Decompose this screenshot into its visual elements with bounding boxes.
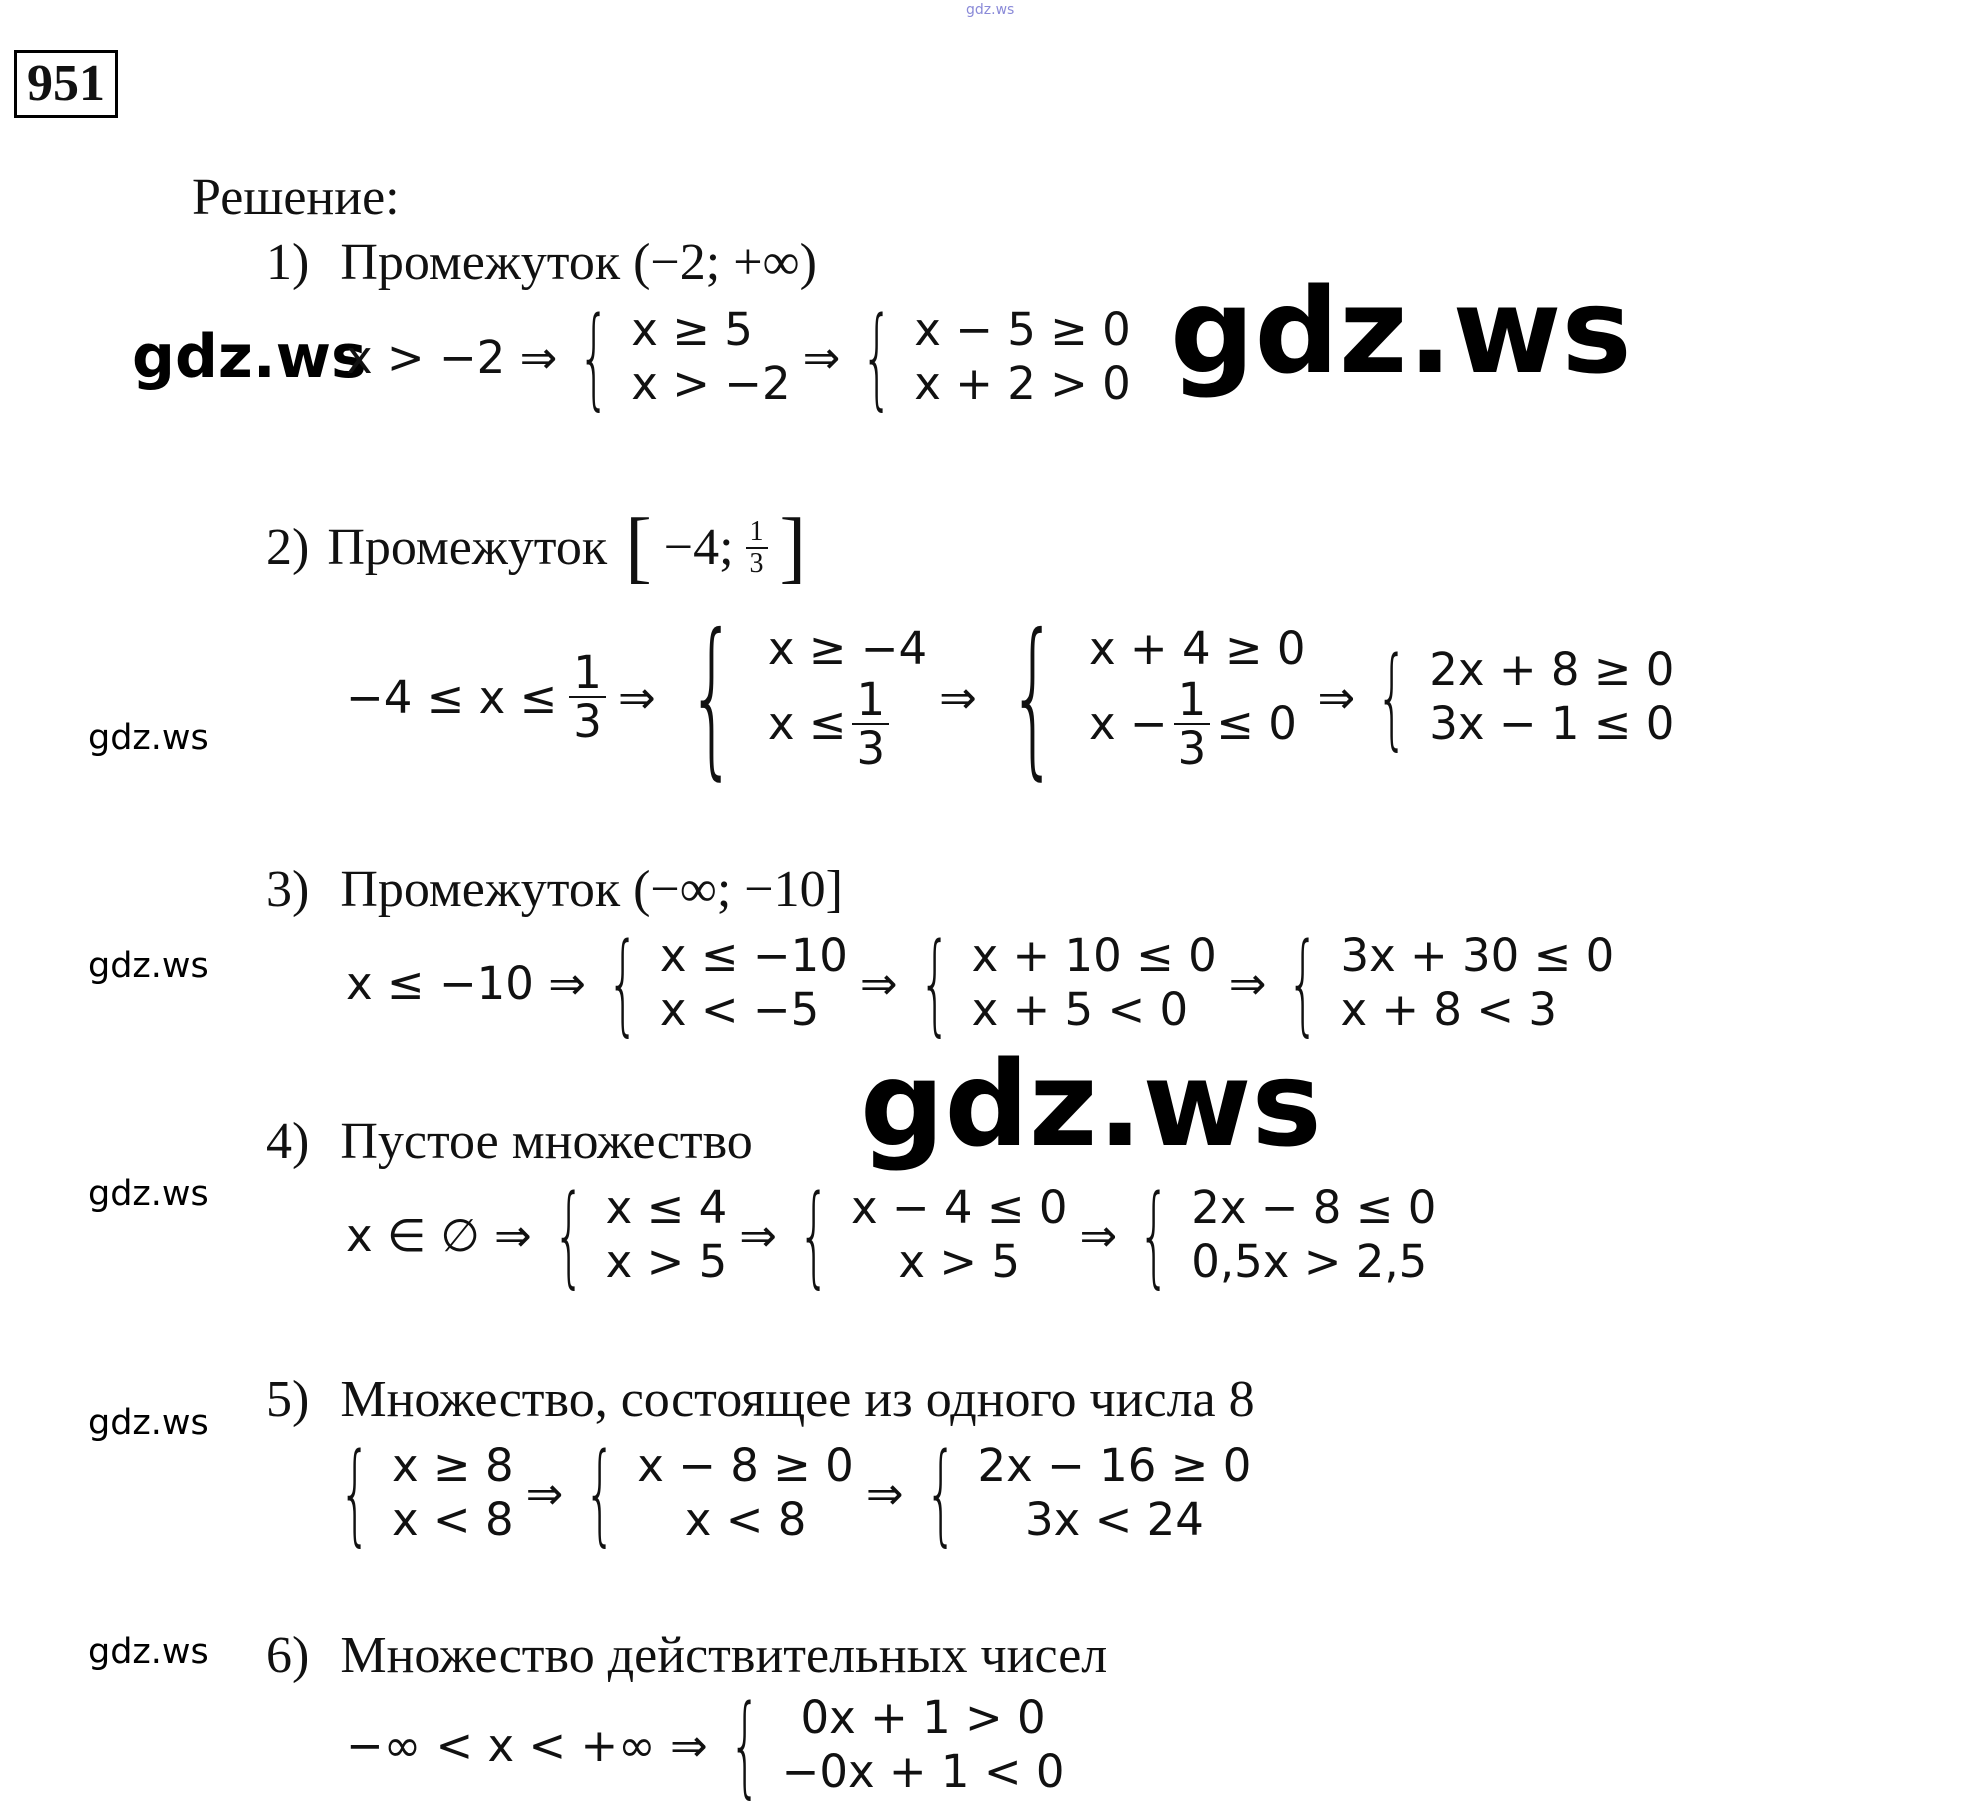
system-row: x − bbox=[1089, 697, 1168, 750]
item-4-condition: x ∈ ∅ ⇒ bbox=[346, 1208, 532, 1262]
item-2-title-fraction bbox=[746, 517, 768, 578]
item-6-math bbox=[346, 1681, 1065, 1809]
item-5-system-2 bbox=[637, 1439, 854, 1547]
item-5-title: Множество, состоящее из одного числа 8 bbox=[340, 1371, 1255, 1428]
system-row: x ≥ 5 bbox=[631, 303, 753, 356]
item-2-heading bbox=[266, 502, 806, 593]
arrow: ⇒ bbox=[859, 956, 898, 1010]
arrow: ⇒ bbox=[739, 1208, 777, 1262]
item-6-title: Множество действительных чисел bbox=[340, 1627, 1108, 1684]
item-3-brace-3: { bbox=[1287, 919, 1320, 1047]
item-3-math bbox=[346, 919, 1615, 1047]
item-3-condition: x ≤ −10 ⇒ bbox=[346, 956, 586, 1010]
item-3-title: Промежуток (−∞; −10] bbox=[340, 861, 843, 918]
item-1-brace-2: { bbox=[861, 293, 894, 421]
system-row: 0x + 1 > 0 bbox=[800, 1691, 1046, 1744]
fraction bbox=[1174, 672, 1211, 775]
solution-label: Решение: bbox=[192, 169, 400, 226]
item-5-label: 5) bbox=[266, 1371, 310, 1428]
fraction-numerator: 1 bbox=[569, 649, 606, 698]
system-row: x ≤ −10 bbox=[659, 929, 848, 982]
item-1-brace-1: { bbox=[578, 293, 611, 421]
system-row: x ≤ bbox=[767, 697, 847, 750]
item-4-label: 4) bbox=[266, 1113, 310, 1170]
system-row: x + 10 ≤ 0 bbox=[971, 929, 1217, 982]
item-3-system-2 bbox=[972, 929, 1217, 1037]
fraction-denominator: 3 bbox=[856, 722, 886, 775]
item-2-label: 2) bbox=[266, 519, 310, 576]
system-row: x + 8 < 3 bbox=[1340, 983, 1557, 1036]
watermark-small-1: gdz.ws bbox=[132, 322, 367, 392]
fraction-denominator: 3 bbox=[749, 547, 764, 579]
item-5-brace-1: { bbox=[339, 1429, 371, 1557]
system-row: x − 8 ≥ 0 bbox=[637, 1439, 854, 1492]
item-5-heading bbox=[266, 1370, 1255, 1429]
system-row: 2x − 16 ≥ 0 bbox=[977, 1439, 1252, 1492]
fraction-numerator: 1 bbox=[1174, 676, 1211, 725]
item-4-brace-1: { bbox=[552, 1171, 585, 1299]
item-2-condition: −4 ≤ x ≤ bbox=[346, 670, 558, 724]
problem-number: 951 bbox=[14, 50, 118, 118]
item-4-system-2 bbox=[851, 1181, 1068, 1289]
item-6-brace-1: { bbox=[728, 1681, 761, 1809]
item-2-math bbox=[346, 598, 1675, 796]
item-4-system-1 bbox=[606, 1181, 728, 1289]
system-row: −0x + 1 < 0 bbox=[781, 1745, 1065, 1798]
item-1-label: 1) bbox=[266, 234, 310, 291]
item-1-condition: x > −2 ⇒ bbox=[346, 330, 558, 384]
fraction-numerator: 1 bbox=[852, 676, 889, 725]
item-2-interval-left: −4; bbox=[663, 519, 734, 576]
system-row: x − 4 ≤ 0 bbox=[850, 1181, 1068, 1234]
item-2-system-2 bbox=[1089, 622, 1306, 773]
item-1-math bbox=[346, 293, 1131, 421]
system-row: x + 4 ≥ 0 bbox=[1089, 621, 1306, 675]
item-4-math bbox=[346, 1171, 1437, 1299]
item-4-title: Пустое множество bbox=[340, 1113, 753, 1170]
item-6-heading bbox=[266, 1626, 1107, 1685]
item-2-brace-1: { bbox=[687, 598, 737, 796]
item-3-system-1 bbox=[660, 929, 848, 1037]
item-3-label: 3) bbox=[266, 861, 310, 918]
item-4-heading bbox=[266, 1112, 753, 1171]
system-row: x + 2 > 0 bbox=[914, 357, 1131, 410]
arrow: ⇒ bbox=[1079, 1208, 1118, 1262]
item-6-label: 6) bbox=[266, 1627, 310, 1684]
item-3-heading bbox=[266, 860, 843, 919]
arrow: ⇒ bbox=[865, 1466, 904, 1520]
watermark-small-5: gdz.ws bbox=[88, 1403, 209, 1443]
item-4-brace-3: { bbox=[1138, 1171, 1170, 1299]
arrow: ⇒ bbox=[617, 670, 656, 724]
item-6-condition: −∞ < x < +∞ ⇒ bbox=[346, 1718, 708, 1772]
item-2-close-bracket: ] bbox=[779, 503, 807, 591]
item-5-system-3 bbox=[978, 1439, 1252, 1547]
watermark-small-6: gdz.ws bbox=[88, 1632, 209, 1672]
watermark-small-4: gdz.ws bbox=[88, 1174, 209, 1214]
item-2-brace-2: { bbox=[1008, 598, 1058, 796]
system-row: x ≤ 4 bbox=[605, 1181, 728, 1234]
fraction bbox=[852, 672, 889, 775]
item-4-system-3 bbox=[1191, 1181, 1436, 1289]
item-1-system-1 bbox=[631, 303, 790, 411]
item-4-brace-2: { bbox=[798, 1171, 830, 1299]
watermark-big-2: gdz.ws bbox=[860, 1035, 1322, 1173]
fraction-denominator: 3 bbox=[1177, 722, 1207, 775]
system-row: x + 5 < 0 bbox=[971, 983, 1189, 1036]
arrow: ⇒ bbox=[1228, 956, 1267, 1010]
fraction-denominator: 3 bbox=[573, 695, 602, 748]
item-2-open-bracket: [ bbox=[625, 503, 652, 591]
item-3-brace-2: { bbox=[918, 919, 951, 1047]
item-5-system-1 bbox=[392, 1439, 514, 1547]
system-row: x ≥ −4 bbox=[767, 621, 928, 675]
arrow: ⇒ bbox=[1317, 670, 1356, 724]
arrow: ⇒ bbox=[802, 330, 841, 384]
system-row: 2x + 8 ≥ 0 bbox=[1429, 643, 1675, 696]
system-row: 3x − 1 ≤ 0 bbox=[1429, 697, 1675, 750]
system-row: x < 8 bbox=[684, 1493, 807, 1546]
system-row: ≤ 0 bbox=[1216, 697, 1297, 750]
system-row: 3x < 24 bbox=[1025, 1493, 1204, 1546]
item-2-system-3 bbox=[1429, 643, 1674, 751]
item-1-heading bbox=[266, 233, 817, 292]
item-1-system-2 bbox=[914, 303, 1131, 411]
item-6-system-1 bbox=[782, 1691, 1065, 1799]
system-row: x < 8 bbox=[392, 1493, 514, 1546]
system-row: x < −5 bbox=[659, 983, 820, 1036]
item-5-brace-2: { bbox=[584, 1429, 617, 1557]
arrow: ⇒ bbox=[939, 670, 977, 724]
system-row: 0,5x > 2,5 bbox=[1191, 1235, 1428, 1288]
fraction bbox=[569, 645, 606, 748]
watermark-small-3: gdz.ws bbox=[88, 946, 209, 986]
item-5-math bbox=[330, 1429, 1252, 1557]
watermark-big-1: gdz.ws bbox=[1170, 262, 1632, 400]
system-row: x > −2 bbox=[631, 357, 791, 410]
fraction-numerator: 1 bbox=[746, 517, 768, 548]
item-2-system-1 bbox=[768, 622, 927, 773]
watermark-small-2: gdz.ws bbox=[88, 718, 209, 758]
system-row: 2x − 8 ≤ 0 bbox=[1191, 1181, 1437, 1234]
system-row: x − 5 ≥ 0 bbox=[914, 303, 1131, 356]
arrow: ⇒ bbox=[525, 1466, 564, 1520]
item-2-brace-3: { bbox=[1376, 633, 1408, 761]
system-row: x > 5 bbox=[605, 1235, 728, 1288]
item-5-brace-3: { bbox=[924, 1429, 957, 1557]
system-row: 3x + 30 ≤ 0 bbox=[1340, 929, 1615, 982]
item-1-title: Промежуток (−2; +∞) bbox=[340, 234, 817, 291]
system-row: x > 5 bbox=[898, 1235, 1020, 1288]
item-3-system-3 bbox=[1340, 929, 1614, 1037]
top-watermark: gdz.ws bbox=[966, 2, 1015, 18]
item-3-brace-1: { bbox=[607, 919, 639, 1047]
system-row: x ≥ 8 bbox=[392, 1439, 514, 1492]
item-2-title: Промежуток bbox=[327, 519, 608, 576]
